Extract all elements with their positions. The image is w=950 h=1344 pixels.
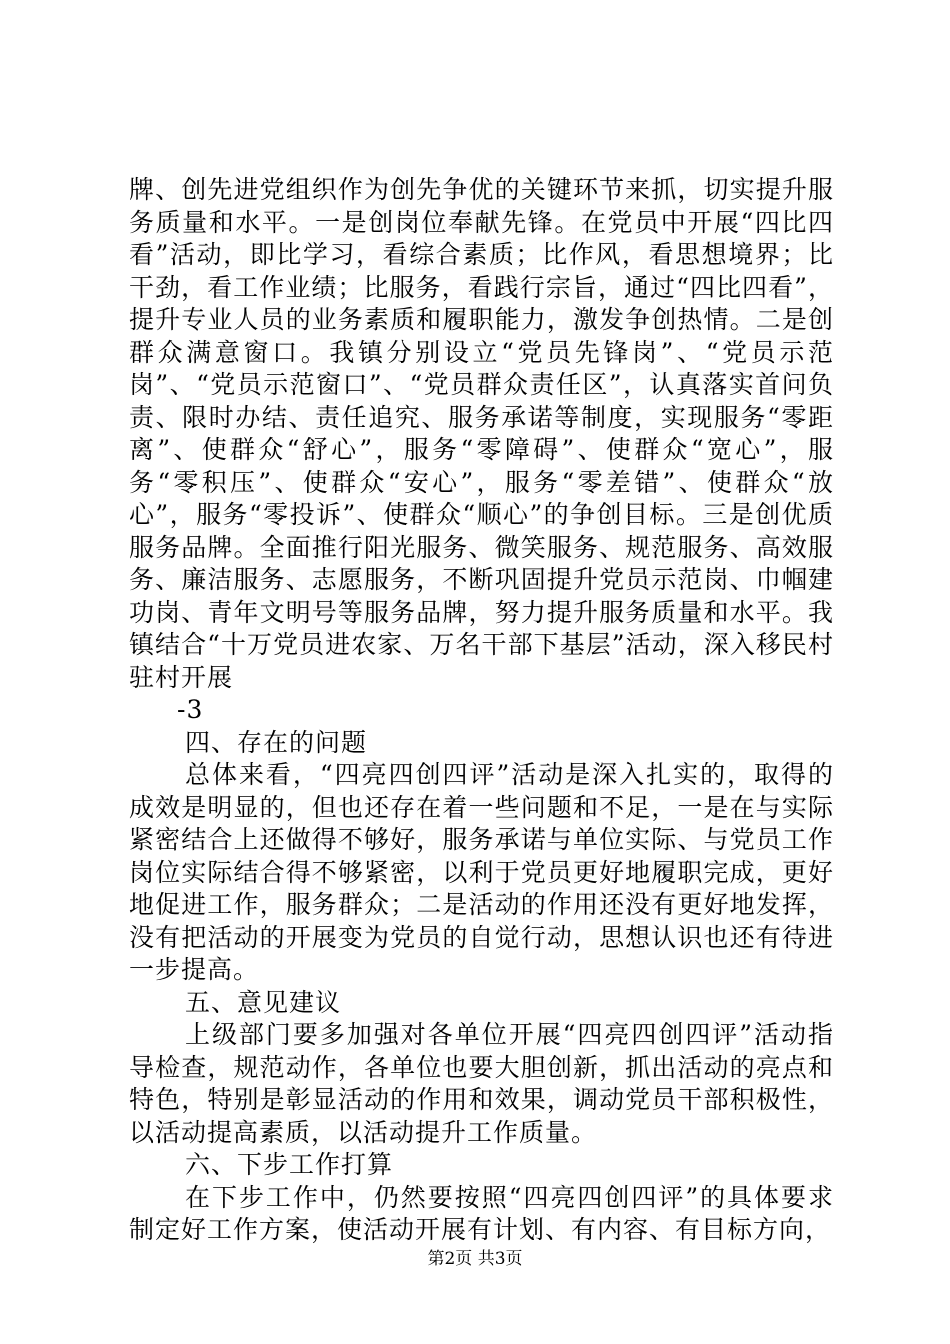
section-heading-suggestions: 五、意见建议	[185, 987, 342, 1017]
page-footer: 第2页 共3页	[427, 1249, 523, 1269]
body-paragraph: 总体来看，“四亮四创四评”活动是深入扎实的，取得的成效是明显的，但也还存在着一些问题和不足，一是在与实际紧密结合上还做得不够好，服务承诺与单位实际、与党员工作岗位实际结合得不够紧密，以利于党员更好地履职完成，更好地促进工作，服务群众；二是活动的作用还没有更好地发挥，没有把活动的开展变为党员的自觉行动，思想认识也还有待进一步提高。	[129, 760, 834, 984]
body-paragraph: 在下步工作中，仍然要按照“四亮四创四评”的具体要求制定好工作方案，使活动开展有计划、有内容、有目标方向，	[129, 1182, 834, 1244]
section-heading-next-steps: 六、下步工作打算	[185, 1150, 394, 1179]
document-body	[129, 174, 834, 1247]
body-paragraph: 牌、创先进党组织作为创先争优的关键环节来抓，切实提升服务质量和水平。一是创岗位奉献先锋。在党员中开展“四比四看”活动，即比学习，看综合素质；比作风，看思想境界；比干劲，看工作业绩；比服务，看践行宗旨，通过“四比四看”，提升专业人员的业务素质和履职能力，激发争创热情。二是创群众满意窗口。我镇分别设立“党员先锋岗”、“党员示范岗”、“党员示范窗口”、“党员群众责任区”，认真落实首问负责、限时办结、责任追究、服务承诺等制度，实现服务“零距离”、使群众“舒心”，服务“零障碍”、使群众“宽心”，服务“零积压”、使群众“安心”，服务“零差错”、使群众“放心”，服务“零投诉”、使群众“顺心”的争创目标。三是创优质服务品牌。全面推行阳光服务、微笑服务、规范服务、高效服务、廉洁服务、志愿服务，不断巩固提升党员示范岗、巾帼建功岗、青年文明号等服务品牌，努力提升服务质量和水平。我镇结合“十万党员进农家、万名干部下基层”活动，深入移民村驻村开展	[129, 175, 834, 692]
page-marker: -3	[177, 695, 204, 724]
body-paragraph: 上级部门要多加强对各单位开展“四亮四创四评”活动指导检查，规范动作，各单位也要大胆创新，抓出活动的亮点和特色，特别是彰显活动的作用和效果，调动党员干部积极性，以活动提高素质，以活动提升工作质量。	[129, 1020, 834, 1147]
section-heading-problems: 四、存在的问题	[185, 727, 368, 757]
